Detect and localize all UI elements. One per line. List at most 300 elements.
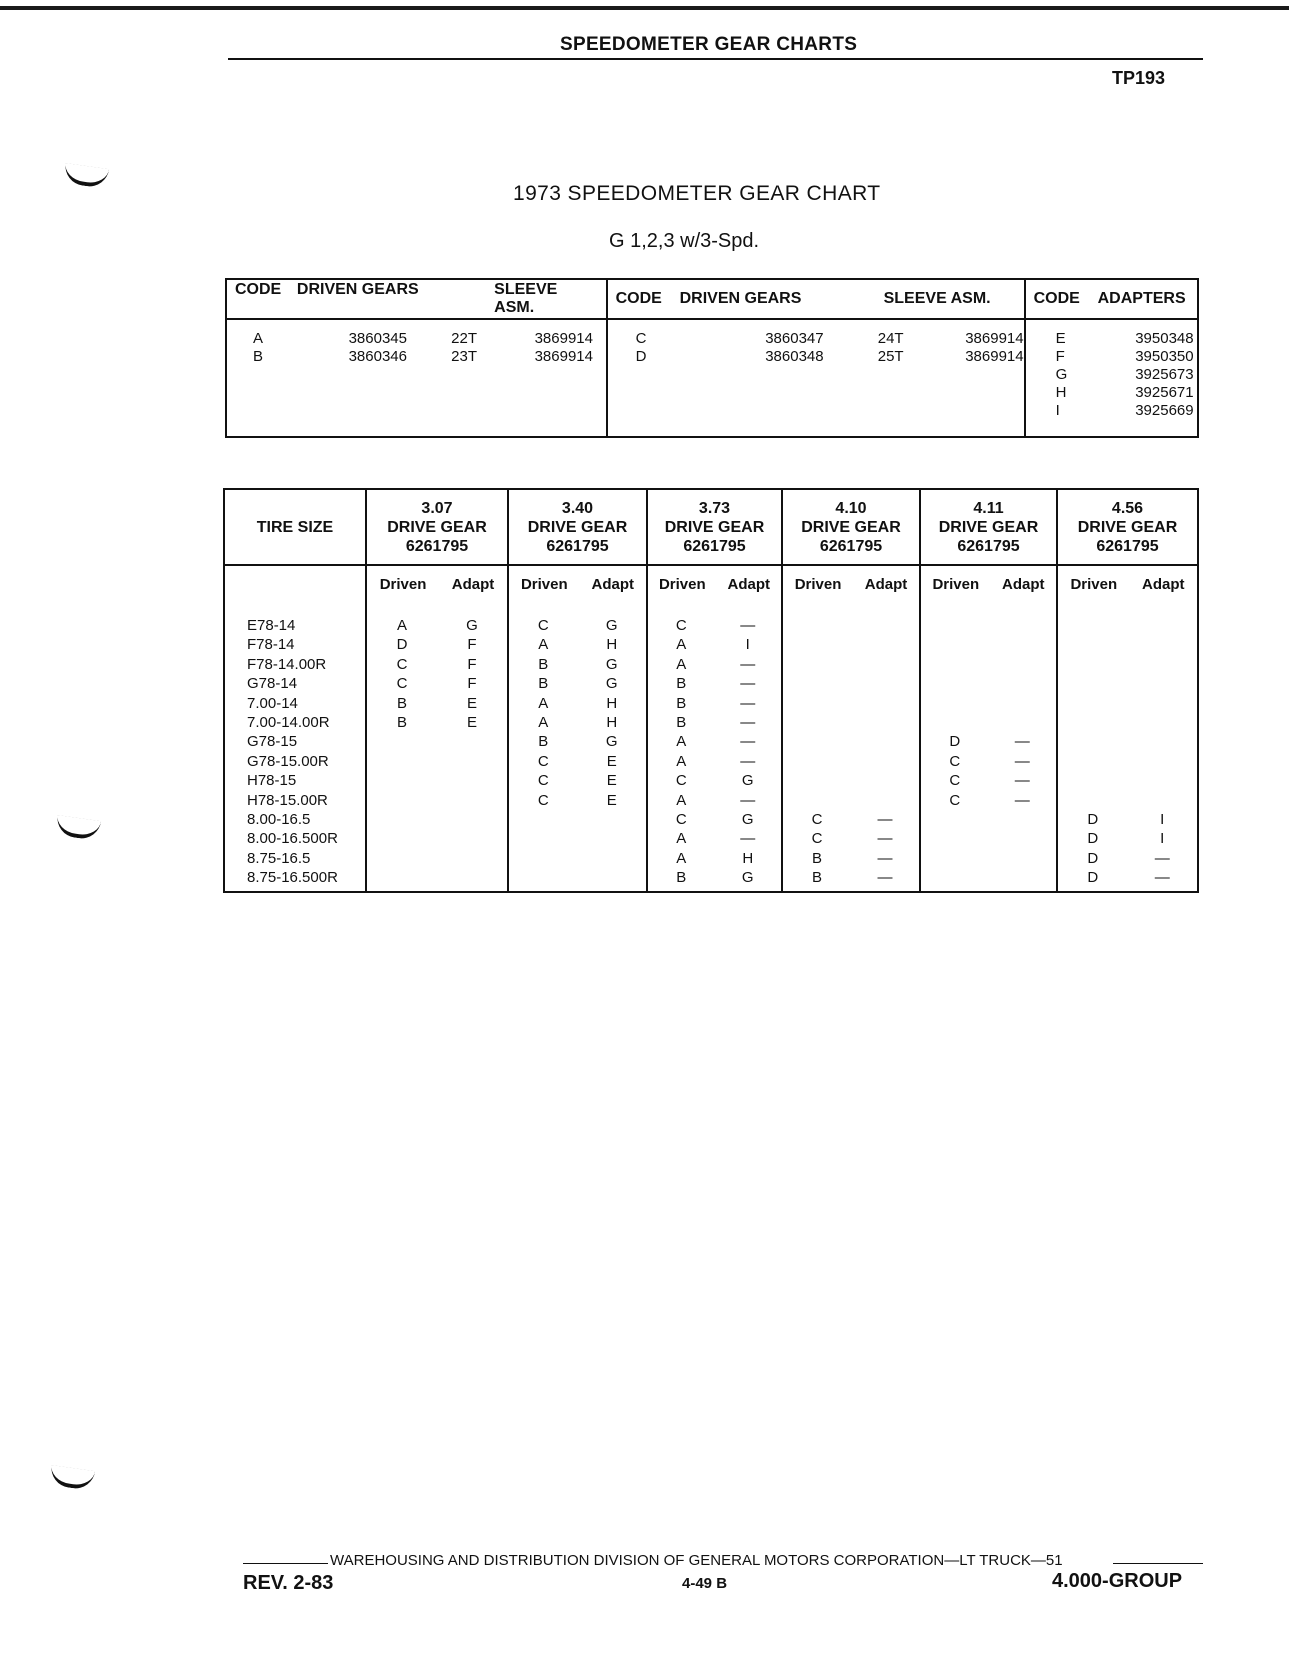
driven-code: D <box>1087 810 1099 828</box>
gear-cell-pair <box>783 674 919 693</box>
gear-cell-pair <box>367 713 507 732</box>
gear-cell-pair <box>509 849 646 868</box>
adapt-code <box>989 635 1057 654</box>
driven-code <box>921 616 989 635</box>
footer-division-text: WAREHOUSING AND DISTRIBUTION DIVISION OF GENERAL MOTORS CORPORATION—LT TRUCK—51 <box>330 1552 1063 1569</box>
gear-cell-pair <box>921 829 1056 848</box>
driven-code <box>367 849 437 868</box>
adapt-code: — <box>1014 752 1030 770</box>
adapt-code: — <box>740 830 756 848</box>
adapt-code: G <box>605 733 618 751</box>
driven-code: B <box>538 675 549 693</box>
adapt-code: — <box>740 752 756 770</box>
tire-size-item: G78-14 <box>247 675 298 693</box>
adapt-code <box>851 616 919 635</box>
driven-label: Driven <box>520 576 568 593</box>
driven-code <box>367 868 437 887</box>
driven-code: C <box>675 772 687 790</box>
tire-size-item: G78-15.00R <box>247 752 329 770</box>
gear-cell-pair <box>1058 732 1197 751</box>
driven-code <box>509 829 578 848</box>
adapt-code: — <box>740 713 756 731</box>
adapt-code: — <box>877 869 893 887</box>
gear-cell-pair <box>648 829 781 848</box>
gear-cell-pair <box>1058 849 1197 868</box>
left-header <box>226 279 607 319</box>
drive-gear-part: 6261795 <box>819 537 883 555</box>
driven-adapt-subheader <box>921 576 1056 616</box>
gear-cell-pair <box>367 655 507 674</box>
driven-code <box>921 713 989 732</box>
driven-code <box>367 771 437 790</box>
gear-cell-pair <box>509 810 646 829</box>
gear-cell-pair <box>367 829 507 848</box>
driven-code: B <box>676 675 687 693</box>
footer-revision: REV. 2-83 <box>243 1572 334 1594</box>
tire-size-item: F78-14.00R <box>247 655 327 673</box>
page-header-title: SPEEDOMETER GEAR CHARTS <box>560 34 858 55</box>
driven-code <box>921 674 989 693</box>
adapt-code <box>989 829 1057 848</box>
drive-gear-header-4-11 <box>920 489 1057 565</box>
gear-cell-pair <box>509 829 646 848</box>
driven-code: C <box>675 810 687 828</box>
adapt-code <box>851 674 919 693</box>
driven-code <box>783 616 851 635</box>
adapt-code: E <box>606 752 617 770</box>
driven-label: Driven <box>658 576 706 593</box>
drive-gear-part: 6261795 <box>957 537 1020 555</box>
gear-cell-pair <box>648 868 781 887</box>
adapt-label: Adapt <box>1002 576 1045 593</box>
adapt-code <box>1128 791 1198 810</box>
gear-cell-pair <box>509 868 646 887</box>
driven-code: C <box>396 655 408 673</box>
header-rule <box>228 58 1203 60</box>
driven-label: Driven <box>794 576 842 593</box>
driven-code: B <box>811 849 822 867</box>
driven-label: Driven <box>379 576 427 593</box>
driven-code: C <box>537 752 549 770</box>
driven-code <box>921 868 989 887</box>
ratio-column <box>508 565 647 892</box>
driven-code <box>367 829 437 848</box>
adapt-code: F <box>467 636 477 654</box>
adapt-code: — <box>740 675 756 693</box>
gear-cell-pair <box>648 713 781 732</box>
driven-code: C <box>537 791 549 809</box>
adapt-code: I <box>745 636 750 654</box>
adapt-code: — <box>877 849 893 867</box>
drive-gear-label: DRIVE GEAR <box>938 518 1039 536</box>
footer-group-code: 4.000-GROUP <box>1052 1570 1183 1592</box>
driven-code: D <box>1087 869 1099 887</box>
ratio-column <box>782 565 920 892</box>
tire-size-item: 7.00-14.00R <box>247 713 330 731</box>
gear-cell-pair <box>509 655 646 674</box>
adapt-code: H <box>606 694 618 712</box>
driven-code: D <box>1087 830 1099 848</box>
ratio-label: 3.07 <box>421 499 453 517</box>
adapt-label: Adapt <box>727 576 771 593</box>
adapt-code <box>851 752 919 771</box>
tire-size-item: 7.00-14 <box>247 694 298 712</box>
page-code: TP193 <box>1112 68 1166 88</box>
driven-code <box>1058 655 1128 674</box>
driven-code <box>1058 635 1128 654</box>
driven-code: A <box>538 694 549 712</box>
drive-gear-label: DRIVE GEAR <box>527 518 628 536</box>
ratio-column <box>920 565 1057 892</box>
driven-code <box>1058 791 1128 810</box>
adapt-code <box>989 616 1057 635</box>
adapt-code <box>437 849 507 868</box>
gear-cell-pair <box>783 771 919 790</box>
gear-cell-pair <box>367 791 507 810</box>
adapt-code <box>851 713 919 732</box>
adapt-code: E <box>466 713 477 731</box>
adapt-code: G <box>741 772 754 790</box>
gear-cell-pair <box>648 694 781 713</box>
table-row: B 3860346 23T 3869914 <box>253 348 593 365</box>
driven-code <box>1058 694 1128 713</box>
table-row: F 3950350 <box>1055 348 1194 365</box>
driven-code: C <box>949 752 961 770</box>
adapt-code: — <box>877 830 893 848</box>
gear-cell-pair <box>783 791 919 810</box>
tire-size-header: TIRE SIZE <box>224 489 366 565</box>
driven-code: A <box>676 655 687 673</box>
adapters-header-cell <box>1025 279 1198 319</box>
gear-cell-pair <box>783 752 919 771</box>
driven-adapt-subheader <box>648 576 781 616</box>
gear-cell-pair <box>783 694 919 713</box>
gear-cell-pair <box>1058 616 1197 635</box>
gear-cell-pair <box>648 791 781 810</box>
driven-code: B <box>811 869 822 887</box>
gear-cell-pair <box>367 694 507 713</box>
gear-cell-pair <box>648 752 781 771</box>
adapt-code <box>1128 752 1198 771</box>
adapt-code <box>1128 674 1198 693</box>
adapt-code <box>989 868 1057 887</box>
driven-code <box>783 655 851 674</box>
driven-code <box>1058 713 1128 732</box>
gear-cell-pair <box>509 694 646 713</box>
adapt-code <box>1128 771 1198 790</box>
adapt-code <box>989 849 1057 868</box>
tire-size-item: F78-14 <box>247 636 295 654</box>
ratio-column <box>647 565 782 892</box>
gear-cell-pair <box>921 655 1056 674</box>
adapt-code: H <box>606 713 618 731</box>
ratio-label: 4.11 <box>973 499 1004 517</box>
adapt-code <box>437 810 507 829</box>
driven-code: B <box>538 733 549 751</box>
tire-size-column <box>224 565 366 892</box>
driven-code <box>1058 752 1128 771</box>
gear-cell-pair <box>921 732 1056 751</box>
driven-adapt-subheader <box>783 576 919 616</box>
adapt-code: E <box>606 772 617 790</box>
gear-cell-pair <box>921 616 1056 635</box>
gear-cell-pair <box>367 810 507 829</box>
gear-cell-pair <box>648 655 781 674</box>
tire-size-item: 8.00-16.5 <box>247 810 311 828</box>
adapt-code <box>989 674 1057 693</box>
adapt-code: H <box>606 636 618 654</box>
adapt-code: — <box>1154 849 1170 867</box>
driven-gears-header: DRIVEN GEARS <box>679 290 802 307</box>
driven-code: C <box>537 617 549 634</box>
driven-code: A <box>676 791 687 809</box>
adapt-code: G <box>741 869 754 887</box>
adapt-code <box>437 732 507 751</box>
drive-gear-label: DRIVE GEAR <box>664 518 765 536</box>
driven-code <box>783 713 851 732</box>
code-header: CODE <box>1033 290 1080 307</box>
adapt-label: Adapt <box>451 576 495 593</box>
driven-code <box>367 752 437 771</box>
driven-code <box>783 635 851 654</box>
top-border-line <box>0 6 1289 10</box>
gear-cell-pair <box>921 635 1056 654</box>
adapt-code <box>578 829 647 848</box>
drive-gear-header-3-07 <box>366 489 508 565</box>
binder-hole-mark-icon <box>49 1465 95 1491</box>
binder-hole-mark-icon <box>55 815 101 841</box>
adapt-code <box>437 771 507 790</box>
gear-cell-pair <box>783 849 919 868</box>
driven-code: C <box>811 830 823 848</box>
driven-code: B <box>676 869 687 887</box>
driven-code: C <box>675 617 687 634</box>
driven-code <box>783 752 851 771</box>
adapt-code <box>437 791 507 810</box>
gear-cell-pair <box>648 616 781 635</box>
gear-cell-pair <box>783 732 919 751</box>
drive-gear-header-3-40 <box>508 489 647 565</box>
driven-code <box>783 694 851 713</box>
adapt-code: G <box>466 617 478 634</box>
driven-code: A <box>538 713 549 731</box>
adapt-label: Adapt <box>591 576 635 593</box>
gear-cell-pair <box>648 635 781 654</box>
gear-cell-pair <box>783 616 919 635</box>
driven-code: A <box>538 636 549 654</box>
gear-cell-pair <box>1058 713 1197 732</box>
code-header: CODE <box>235 281 282 298</box>
ratio-column <box>1057 565 1198 892</box>
adapt-code <box>578 849 647 868</box>
driven-label: Driven <box>1070 576 1118 593</box>
adapt-code <box>851 635 919 654</box>
driven-code: B <box>396 713 407 731</box>
driven-code <box>1058 771 1128 790</box>
driven-gears-table <box>225 278 1199 438</box>
gear-cell-pair <box>509 713 646 732</box>
table-row: D 3860348 25T 3869914 <box>635 348 1024 365</box>
gear-cell-pair <box>1058 791 1197 810</box>
adapt-code <box>989 694 1057 713</box>
adapt-code: G <box>605 617 618 634</box>
adapt-code: G <box>605 675 618 693</box>
tire-size-item: E78-14 <box>247 617 296 634</box>
gear-cell-pair <box>367 752 507 771</box>
gear-cell-pair <box>783 810 919 829</box>
gear-cell-pair <box>783 713 919 732</box>
driven-code: C <box>537 772 549 790</box>
driven-gears-header: DRIVEN GEARS <box>296 281 419 298</box>
adapt-code: — <box>740 733 756 751</box>
gear-cell-pair <box>509 752 646 771</box>
driven-code: D <box>949 733 961 751</box>
adapt-code <box>1128 616 1198 635</box>
middle-header <box>607 279 1025 319</box>
gear-cell-pair <box>1058 752 1197 771</box>
gear-cell-pair <box>509 771 646 790</box>
gear-cell-pair <box>1058 655 1197 674</box>
adapt-code <box>851 732 919 751</box>
adapt-code: I <box>1160 810 1165 828</box>
drive-gear-header-3-73 <box>647 489 782 565</box>
table-row: C 3860347 24T 3869914 <box>635 330 1024 347</box>
gear-cell-pair <box>648 849 781 868</box>
adapt-code: — <box>740 655 756 673</box>
adapt-code <box>578 868 647 887</box>
adapt-code <box>437 868 507 887</box>
driven-code <box>921 635 989 654</box>
adapt-code <box>1128 694 1198 713</box>
gear-cell-pair <box>509 616 646 635</box>
driven-code <box>367 791 437 810</box>
adapt-code <box>578 810 647 829</box>
gear-cell-pair <box>367 771 507 790</box>
gear-cell-pair <box>921 713 1056 732</box>
left-gears-section <box>226 319 607 437</box>
gear-cell-pair <box>921 810 1056 829</box>
gear-cell-pair <box>648 810 781 829</box>
driven-code: C <box>396 675 408 693</box>
gear-cell-pair <box>509 791 646 810</box>
driven-code: B <box>676 713 687 731</box>
gear-cell-pair <box>367 674 507 693</box>
adapt-code: F <box>467 675 477 693</box>
adapt-label: Adapt <box>1142 576 1185 593</box>
ratio-label: 3.40 <box>561 499 594 517</box>
driven-code <box>509 849 578 868</box>
adapt-code <box>989 655 1057 674</box>
footer-page-number: 4-49 B <box>682 1575 728 1592</box>
adapt-code <box>851 791 919 810</box>
adapt-code: — <box>740 791 756 809</box>
gear-cell-pair <box>509 674 646 693</box>
driven-code: C <box>949 791 961 809</box>
drive-gear-part: 6261795 <box>683 537 746 555</box>
ratio-column <box>366 565 508 892</box>
driven-code: C <box>949 772 961 790</box>
table-row: G 3925673 <box>1055 366 1194 383</box>
gear-cell-pair <box>367 616 507 635</box>
ratio-label: 4.56 <box>1111 499 1144 517</box>
drive-gear-part: 6261795 <box>1096 537 1159 555</box>
gear-cell-pair <box>921 694 1056 713</box>
gear-cell-pair <box>783 868 919 887</box>
adapt-code: H <box>742 849 754 867</box>
driven-code <box>1058 674 1128 693</box>
gear-cell-pair <box>783 829 919 848</box>
driven-code <box>921 849 989 868</box>
driven-adapt-subheader <box>1058 576 1197 616</box>
gear-cell-pair <box>1058 868 1197 887</box>
driven-code: D <box>1087 849 1099 867</box>
tire-size-item: 8.00-16.500R <box>247 830 338 848</box>
driven-code: B <box>676 694 687 712</box>
table-row: A 3860345 22T 3869914 <box>253 330 593 347</box>
adapt-code: — <box>1014 772 1030 790</box>
drive-gear-header-4-56 <box>1057 489 1198 565</box>
adapt-code <box>851 655 919 674</box>
table-row: I 3925669 <box>1055 402 1194 419</box>
gear-cell-pair <box>921 791 1056 810</box>
adapt-code: — <box>740 617 756 634</box>
tire-size-table <box>223 488 1199 893</box>
adapt-code <box>1128 713 1198 732</box>
drive-gear-part: 6261795 <box>546 537 609 555</box>
adapt-code: E <box>606 791 617 809</box>
driven-code <box>367 732 437 751</box>
sleeve-asm-header: SLEEVE ASM. <box>883 290 991 307</box>
tire-size-item: H78-15 <box>247 772 297 790</box>
driven-code: A <box>676 752 687 770</box>
footer-rule <box>1113 1563 1203 1564</box>
adapt-code: G <box>741 810 754 828</box>
driven-code: A <box>396 617 407 634</box>
gear-cell-pair <box>921 771 1056 790</box>
gear-cell-pair <box>1058 810 1197 829</box>
driven-code <box>367 810 437 829</box>
driven-code: D <box>396 636 408 654</box>
gear-cell-pair <box>921 674 1056 693</box>
gear-cell-pair <box>783 635 919 654</box>
driven-code <box>509 868 578 887</box>
tire-size-item: 8.75-16.5 <box>247 849 311 867</box>
gear-cell-pair <box>921 868 1056 887</box>
tire-size-item: G78-15 <box>247 733 298 751</box>
adapt-code <box>1128 655 1198 674</box>
adapt-code: G <box>605 655 618 673</box>
drive-gear-header-4-10 <box>782 489 920 565</box>
driven-code <box>921 655 989 674</box>
driven-code: A <box>676 830 687 848</box>
gear-cell-pair <box>1058 635 1197 654</box>
gear-cell-pair <box>921 752 1056 771</box>
drive-gear-label: DRIVE GEAR <box>1077 518 1178 536</box>
adapters-section <box>1025 319 1198 437</box>
adapt-code: I <box>1160 830 1165 848</box>
driven-code <box>1058 616 1128 635</box>
driven-code: B <box>396 694 407 712</box>
driven-code: C <box>811 810 823 828</box>
sleeve-asm-header: SLEEVE ASM. <box>494 281 558 316</box>
adapt-code <box>851 694 919 713</box>
drive-gear-label: DRIVE GEAR <box>387 518 487 536</box>
driven-code: A <box>676 636 687 654</box>
tire-size-item: H78-15.00R <box>247 791 328 809</box>
driven-adapt-subheader <box>509 576 646 616</box>
gear-cell-pair <box>367 732 507 751</box>
adapt-code: — <box>1014 791 1030 809</box>
